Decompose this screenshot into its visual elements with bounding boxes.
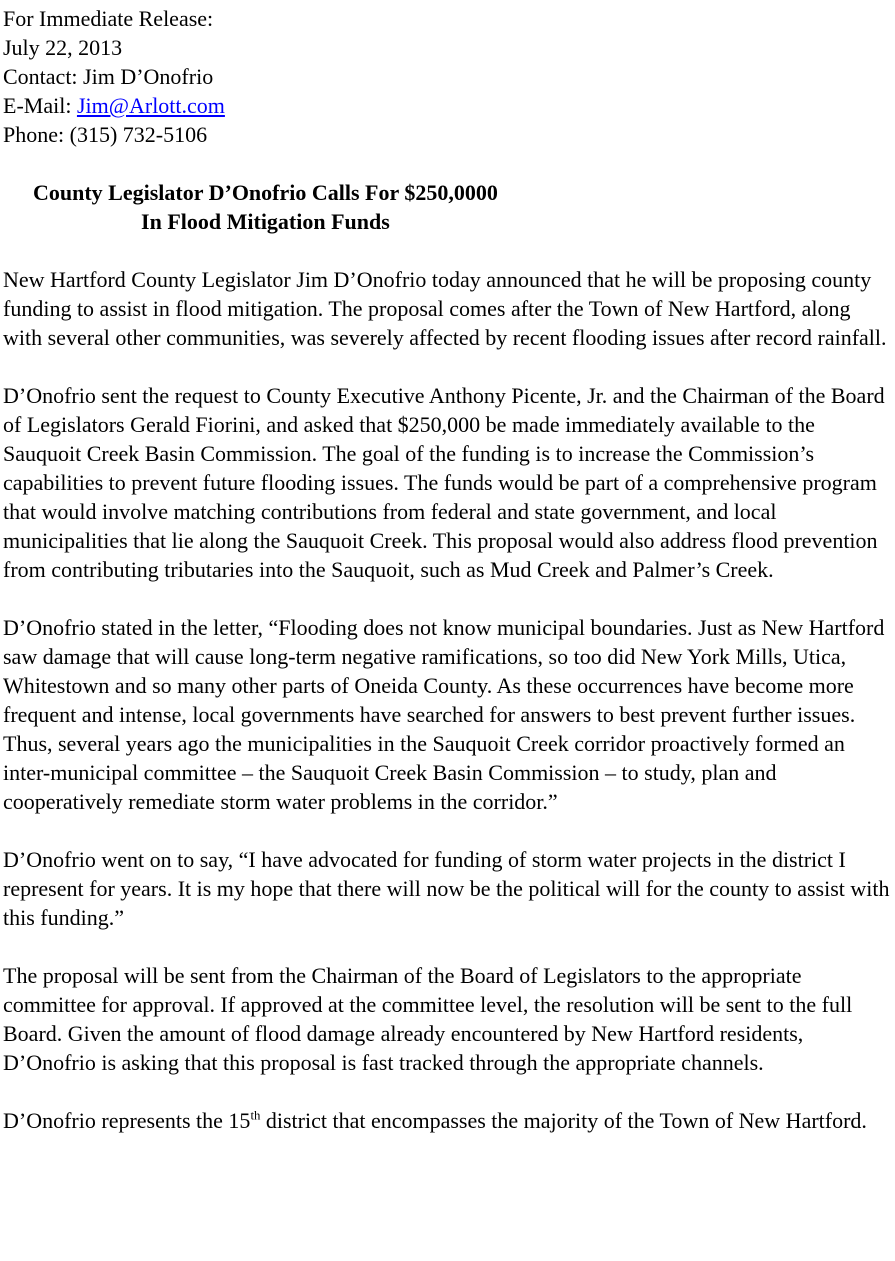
email-link[interactable]: Jim@Arlott.com (76, 93, 225, 118)
paragraph-district (3, 1106, 893, 1135)
paragraph-advocacy-quote: D’Onofrio went on to say, “I have advocated for funding of storm water projects in the district I represent for years. It is my hope that there will now be the political will for the county to assist with this funding.” (3, 847, 890, 930)
paragraph-announcement: New Hartford County Legislator Jim D’Onofrio today announced that he will be proposing county funding to assist in flood mitigation. The proposal comes after the Town of New Hartford, along with several other communities, was severely affected by recent flooding issues after record rainfall. (3, 267, 887, 350)
paragraph-process: The proposal will be sent from the Chairman of the Board of Legislators to the appropriate committee for approval. If approved at the committee level, the resolution will be sent to the full Board. Given the amount of flood damage already encountered by New Hartford residents, D’Onofrio is asking that this proposal is fast tracked through the appropriate channels. (3, 963, 853, 1075)
release-date: July 22, 2013 (3, 35, 123, 60)
headline (33, 178, 498, 236)
release-header (3, 4, 893, 149)
headline-line2: In Flood Mitigation Funds (141, 209, 390, 234)
ordinal-superscript: th (250, 1108, 261, 1123)
email-label: E-Mail: (3, 93, 77, 118)
paragraph-letter-quote: D’Onofrio stated in the letter, “Flooding does not know municipal boundaries. Just as New Hartford saw damage that will cause long-term negative ramifications, so too did New York Mills, Utica, Whitestown and so many other parts of Oneida County. As these occurrences have become more frequent and intense, local governments have searched for answers to best prevent further issues. Thus, several years ago the municipalities in the Sauquoit Creek corridor proactively formed an inter-municipal committee – the Sauquoit Creek Basin Commission – to study, plan and cooperatively remediate storm water problems in the corridor.” (3, 615, 885, 814)
phone-line: Phone: (315) 732-5106 (3, 122, 208, 147)
district-text-end: district that encompasses the majority of the Town of New Hartford. (260, 1108, 867, 1133)
contact-line: Contact: Jim D’Onofrio (3, 64, 214, 89)
district-text-start: D’Onofrio represents the 15 (3, 1108, 251, 1133)
headline-line1: County Legislator D’Onofrio Calls For $250,0000 (33, 180, 498, 205)
email-line (3, 91, 893, 120)
release-statement: For Immediate Release: (3, 6, 214, 31)
paragraph-request-details: D’Onofrio sent the request to County Executive Anthony Picente, Jr. and the Chairman of the Board of Legislators Gerald Fiorini, and asked that $250,000 be made immediately available to the Sauquoit Creek Basin Commission. The goal of the funding is to increase the Commission’s capabilities to prevent future flooding issues. The funds would be part of a comprehensive program that would involve matching contributions from federal and state government, and local municipalities that lie along the Sauquoit Creek. This proposal would also address flood prevention from contributing tributaries into the Sauquoit, such as Mud Creek and Palmer’s Creek. (3, 383, 885, 582)
